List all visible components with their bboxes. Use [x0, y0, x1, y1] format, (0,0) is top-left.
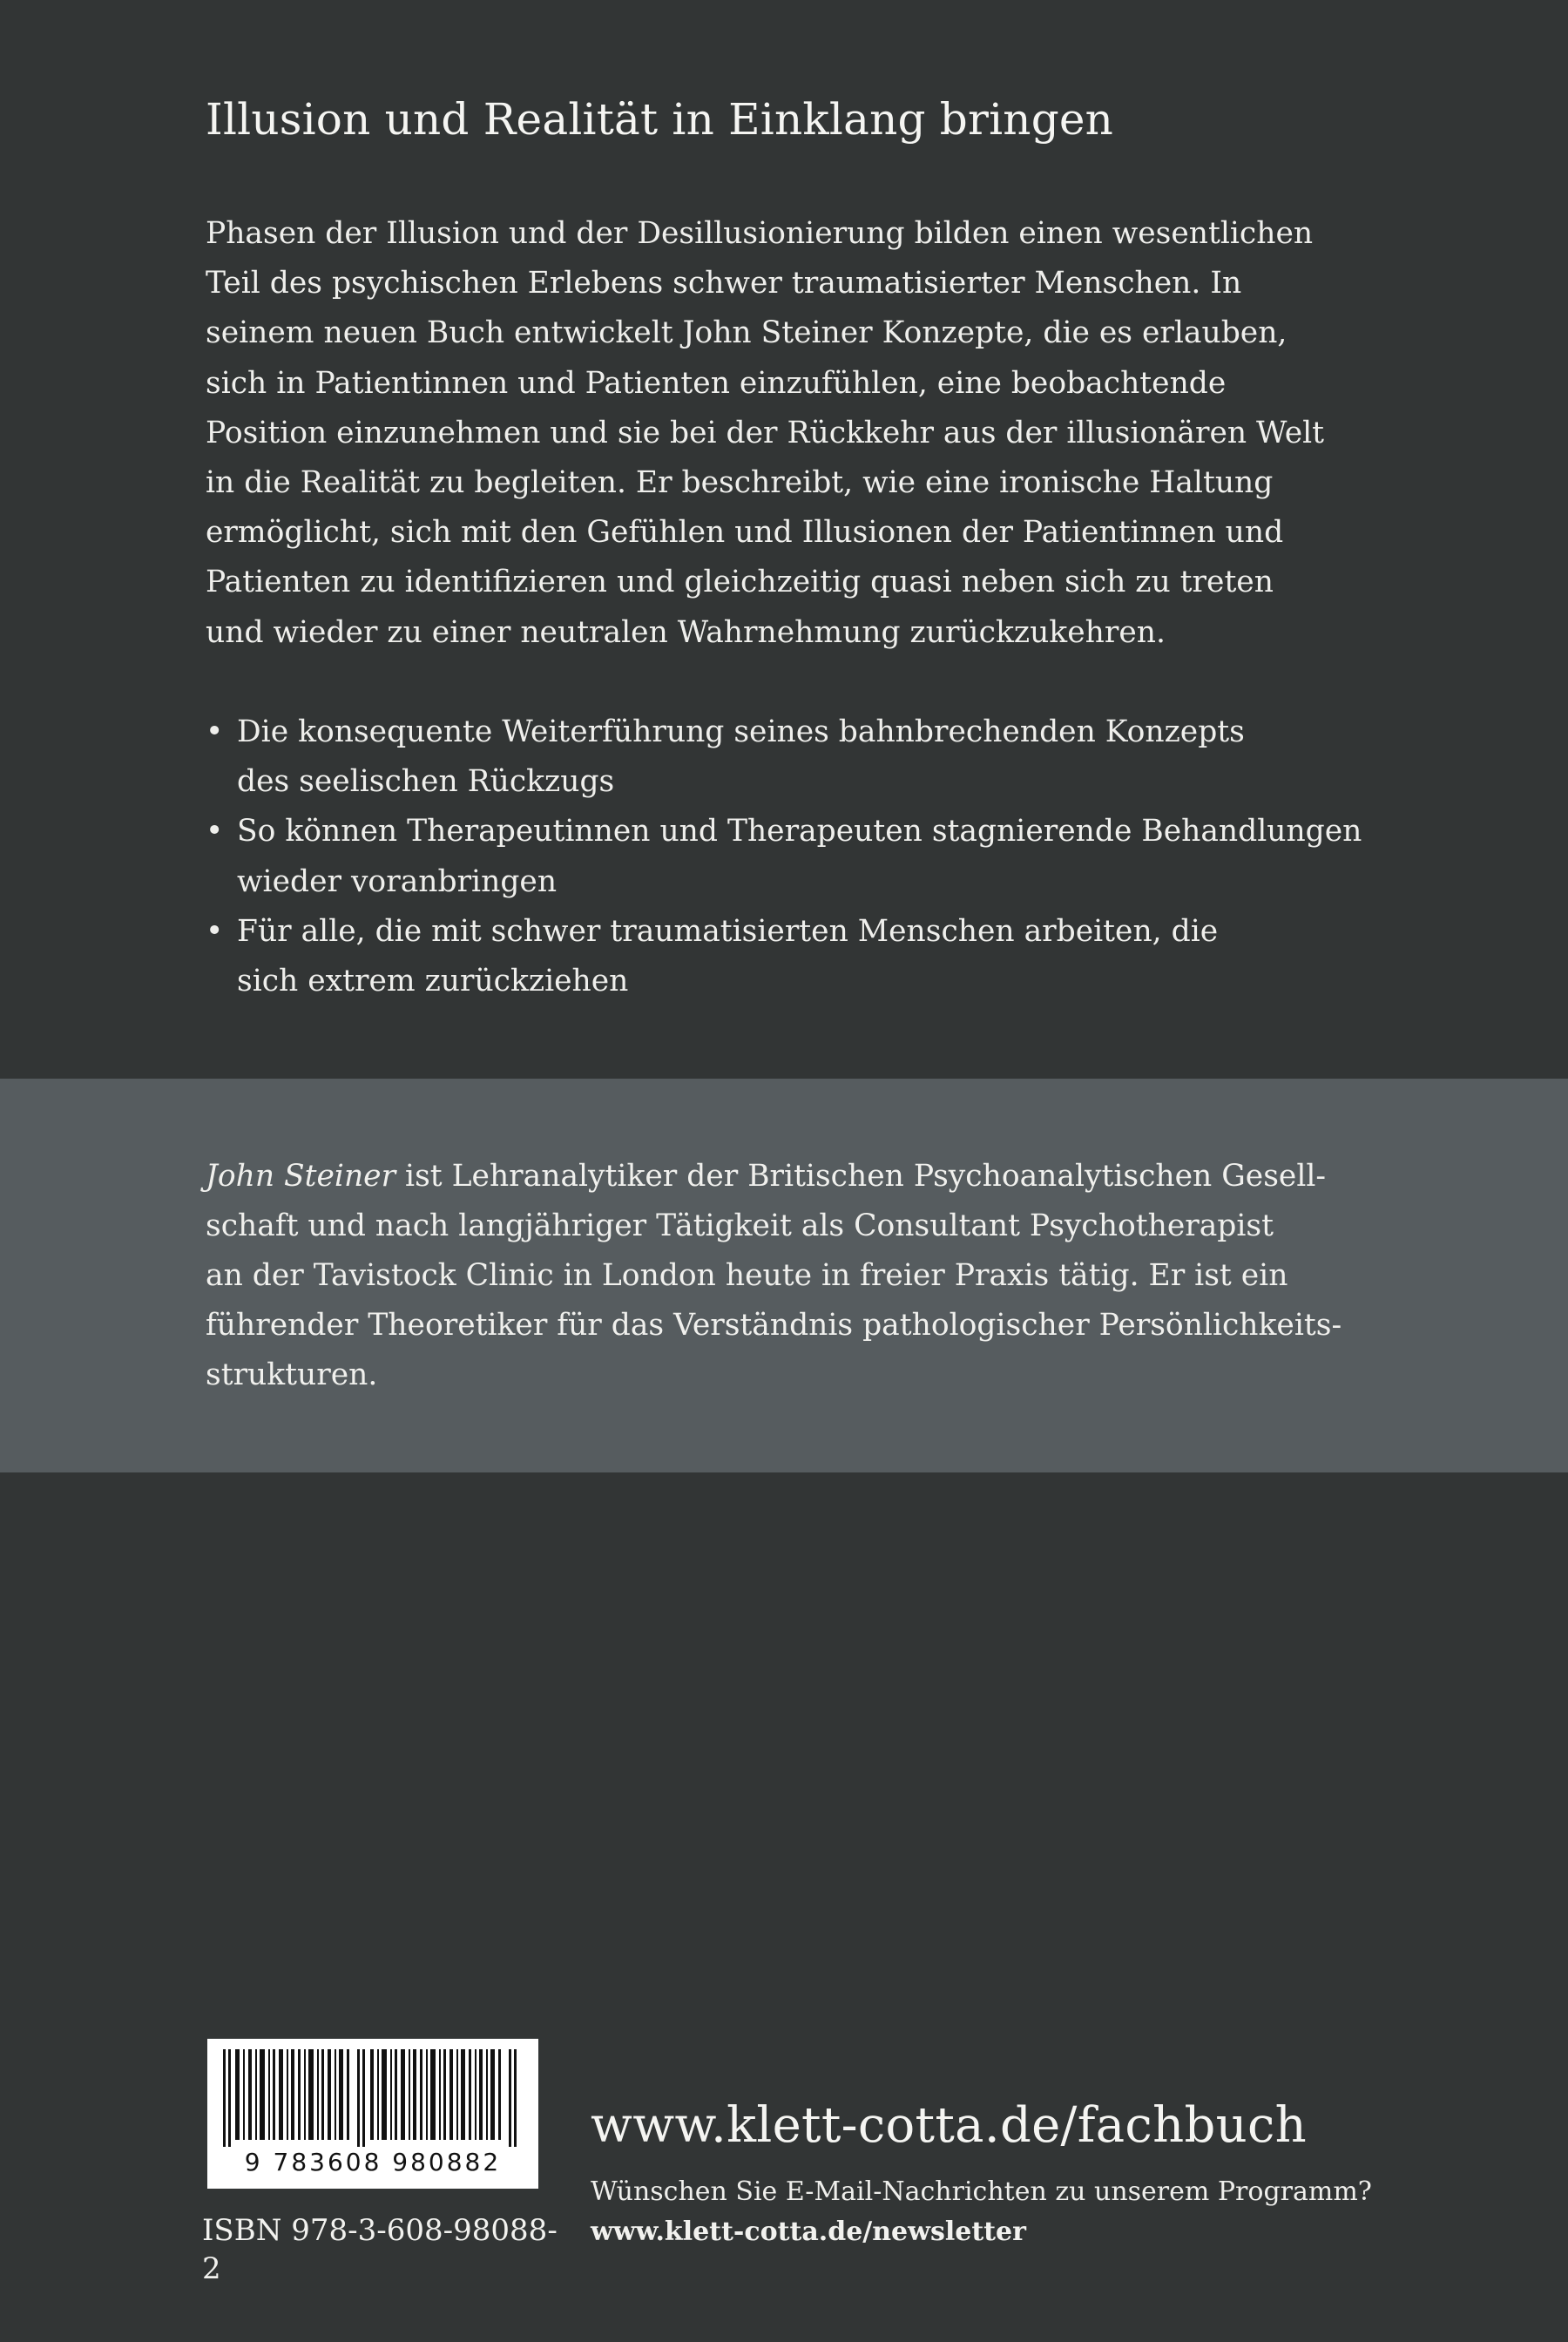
author-bio	[206, 1152, 1364, 1400]
author-bio-line: ist Lehranalytiker der Britischen Psychoanalytischen Gesell-	[395, 1159, 1327, 1194]
blurb-line: Position einzunehmen und sie bei der Rückkehr aus der illusionären Welt	[206, 415, 1325, 450]
bullet-dot: •	[206, 714, 224, 749]
publisher-website-link[interactable]: www.klett-cotta.de/fachbuch	[591, 2097, 1307, 2154]
bullet-dot: •	[206, 913, 224, 949]
isbn-number: ISBN 978-3-608-98088-2	[202, 2213, 558, 2286]
blurb-line: in die Realität zu begleiten. Er beschreibt, wie eine ironische Haltung	[206, 465, 1274, 501]
author-bio-line: strukturen.	[206, 1357, 378, 1392]
headline: Illusion und Realität in Einklang bringen	[206, 94, 1114, 145]
bullet-line: Die konsequente Weiterführung seines bahnbrechenden Konzepts	[237, 714, 1245, 749]
newsletter-prompt: Wünschen Sie E-Mail-Nachrichten zu unserem Programm?	[591, 2176, 1372, 2207]
blurb-line: Phasen der Illusion und der Desillusionierung bilden einen wesentlichen	[206, 216, 1314, 251]
bullet-line: Für alle, die mit schwer traumatisierten Menschen arbeiten, die	[237, 913, 1219, 949]
blurb-line: Patienten zu identifizieren und gleichzeitig quasi neben sich zu treten	[206, 565, 1274, 600]
author-bio-line: schaft und nach langjähriger Tätigkeit als Consultant Psychotherapist	[206, 1208, 1274, 1243]
blurb-line: Teil des psychischen Erlebens schwer traumatisierter Menschen. In	[206, 266, 1242, 301]
feature-bullet	[206, 907, 1425, 1006]
bullet-line: So können Therapeutinnen und Therapeuten stagnierende Behandlungen	[237, 814, 1362, 849]
blurb-line: ermöglicht, sich mit den Gefühlen und Illusionen der Patientinnen und	[206, 515, 1284, 551]
bullet-dot: •	[206, 814, 224, 849]
feature-bullet	[206, 807, 1425, 906]
author-bio-line: an der Tavistock Clinic in London heute in freier Praxis tätig. Er ist ein	[206, 1258, 1288, 1293]
blurb-line: und wieder zu einer neutralen Wahrnehmung zurückzukehren.	[206, 614, 1166, 650]
blurb-paragraph	[206, 209, 1355, 658]
feature-bullet	[206, 707, 1425, 807]
author-bio-line: führender Theoretiker für das Verständnis pathologischer Persönlichkeits-	[206, 1308, 1342, 1343]
barcode-digits: 9 783608 980882	[244, 2148, 502, 2176]
newsletter-link[interactable]: www.klett-cotta.de/newsletter	[591, 2217, 1026, 2247]
barcode	[207, 2039, 538, 2189]
author-name: John Steiner	[206, 1159, 396, 1194]
barcode-bars	[207, 2039, 538, 2149]
bullet-line: sich extrem zurückziehen	[237, 964, 629, 999]
bullet-line: wieder voranbringen	[237, 863, 558, 899]
bullet-line: des seelischen Rückzugs	[237, 764, 615, 800]
blurb-line: seinem neuen Buch entwickelt John Steiner Konzepte, die es erlauben,	[206, 315, 1288, 351]
feature-bullet-list	[206, 707, 1425, 1006]
blurb-line: sich in Patientinnen und Patienten einzufühlen, eine beobachtende	[206, 365, 1227, 401]
